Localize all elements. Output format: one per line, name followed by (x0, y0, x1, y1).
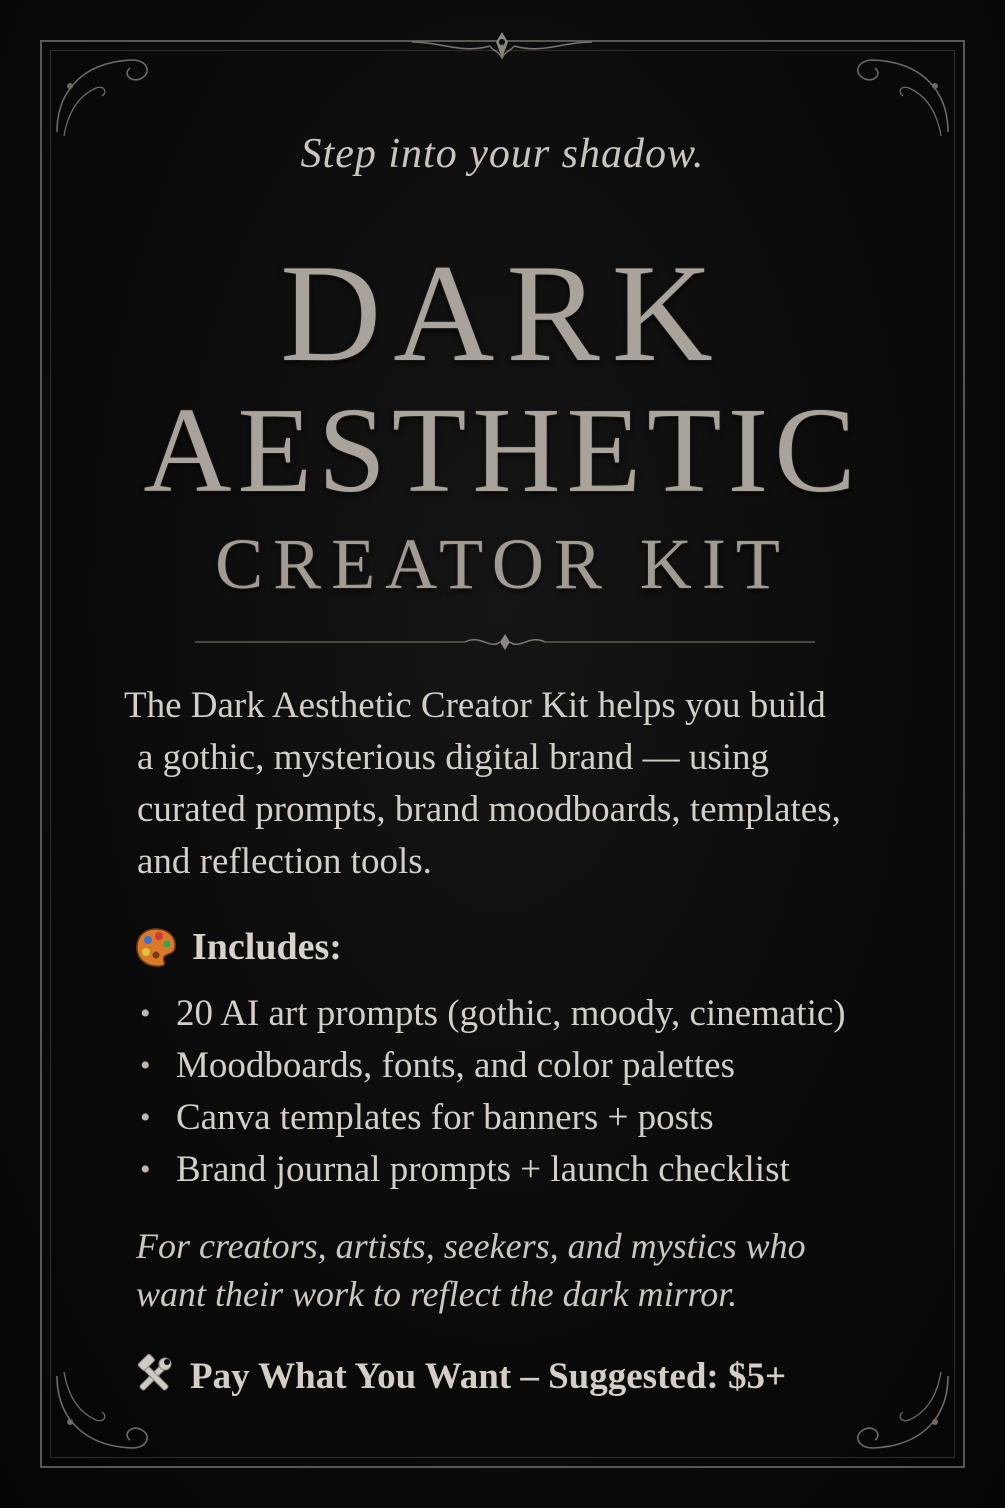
list-item-text: 20 AI art prompts (gothic, moody, cinematic) (176, 993, 846, 1034)
list-item (140, 1040, 846, 1092)
tagline: Step into your shadow. (300, 131, 705, 177)
description-line: and reflection tools. (137, 841, 432, 882)
hammer-wrench-icon (132, 1354, 176, 1398)
top-left-corner-ornament (52, 52, 162, 142)
top-flourish-ornament (402, 28, 602, 68)
description (124, 680, 924, 888)
title-dark: DARK (280, 236, 725, 391)
bullet: • (140, 997, 151, 1030)
list-item-text: Moodboards, fonts, and color palettes (176, 1045, 735, 1086)
includes-heading-text: Includes: (192, 926, 342, 968)
top-right-corner-ornament (843, 52, 953, 142)
list-item (140, 988, 846, 1040)
list-item (140, 1092, 846, 1144)
pricing-line (132, 1350, 786, 1402)
palette-icon (134, 925, 178, 969)
audience-line: want their work to reflect the dark mirror. (136, 1274, 738, 1314)
title-aesthetic: AESTHETIC (143, 383, 862, 518)
bullet: • (140, 1153, 151, 1186)
pricing-text: Pay What You Want – Suggested: $5+ (190, 1355, 787, 1397)
title-divider-ornament (195, 630, 815, 654)
audience-statement (136, 1222, 916, 1318)
includes-list (140, 988, 846, 1196)
list-item-text: Brand journal prompts + launch checklist (176, 1149, 790, 1190)
title-creator-kit: CREATOR KIT (215, 524, 790, 604)
description-line: curated prompts, brand moodboards, templates, (137, 789, 841, 830)
list-item-text: Canva templates for banners + posts (176, 1097, 714, 1138)
audience-line: For creators, artists, seekers, and mystics who (136, 1226, 806, 1266)
list-item (140, 1144, 846, 1196)
description-line: The Dark Aesthetic Creator Kit helps you build (124, 685, 826, 726)
includes-heading (134, 922, 342, 972)
description-line: a gothic, mysterious digital brand — using (137, 737, 769, 778)
bullet: • (140, 1101, 151, 1134)
bullet: • (140, 1049, 151, 1082)
bottom-right-corner-ornament (843, 1366, 953, 1456)
